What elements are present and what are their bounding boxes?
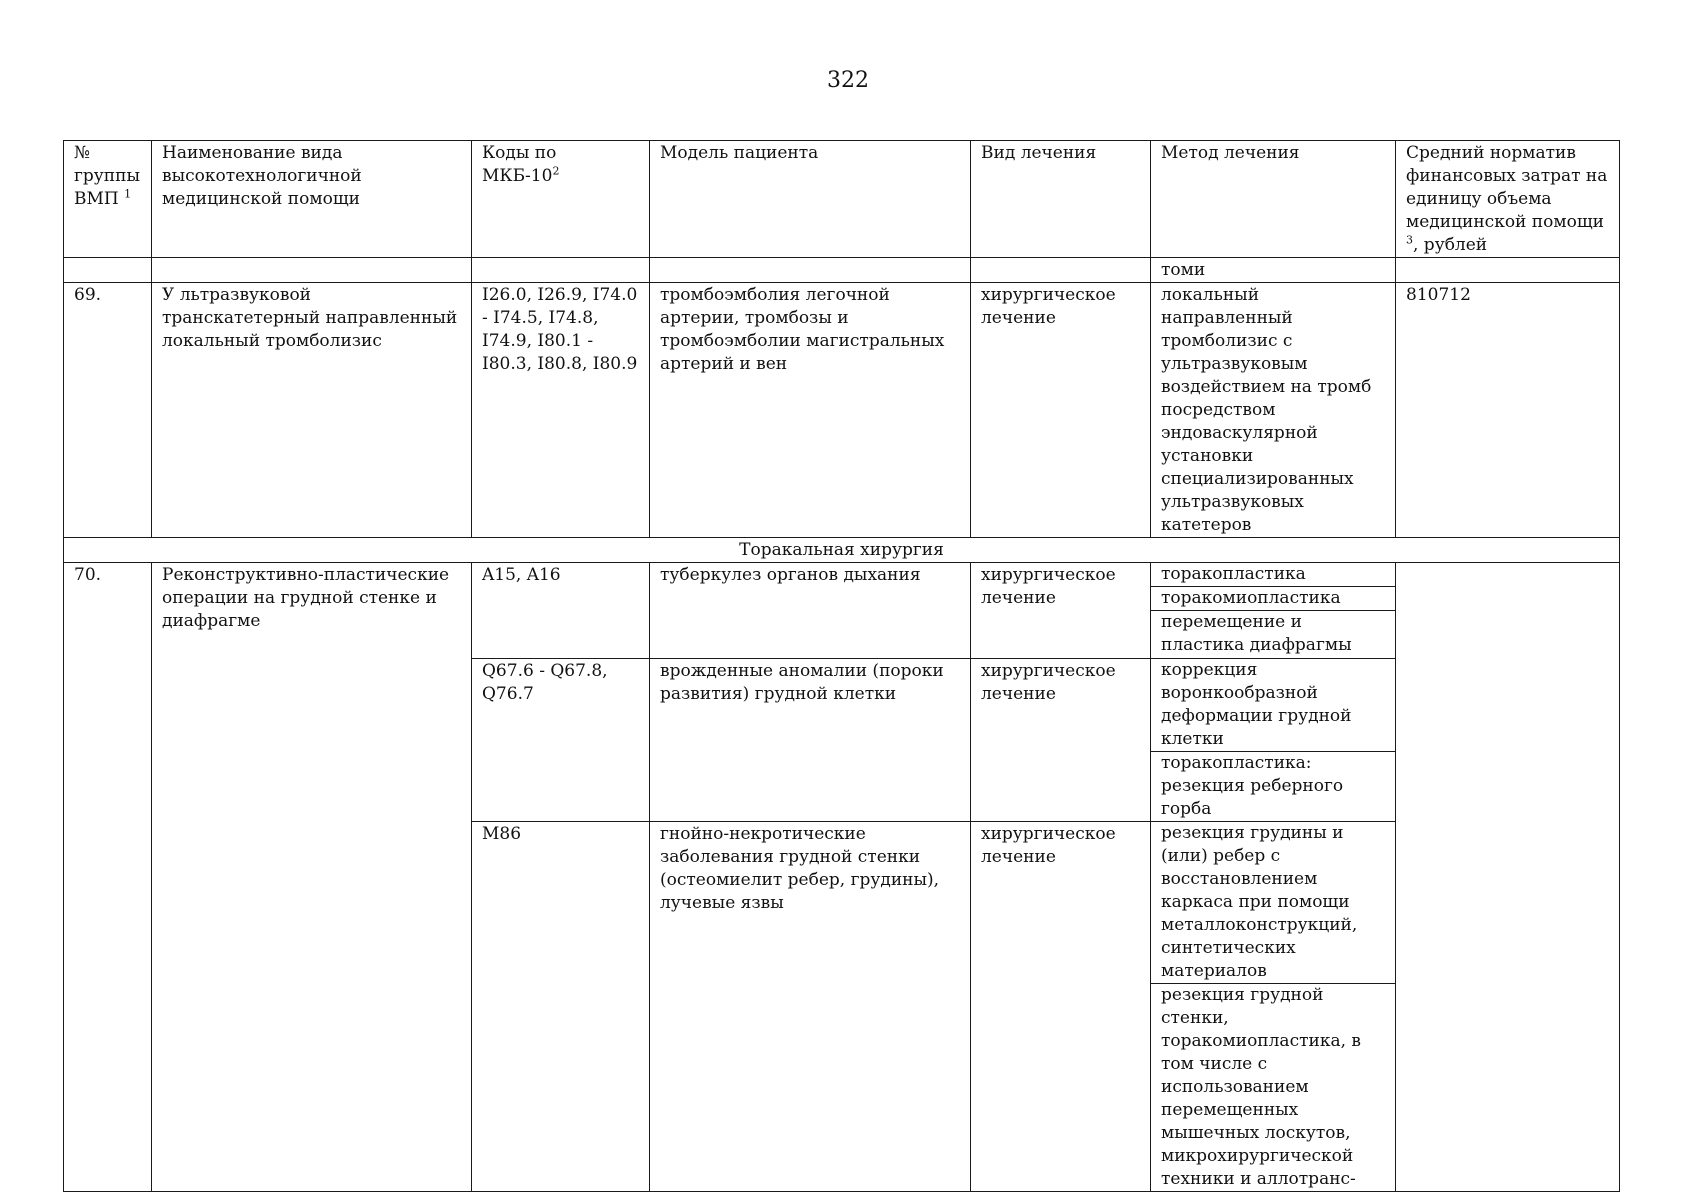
row69-name: У льтразвуковой транскатетерный направленный локальный тромболизис <box>152 283 472 538</box>
page-number: 322 <box>827 68 869 93</box>
method-item: резекция грудной стенки, торакомиопластика, в том числе с использованием перемещенных мышечных лоскутов, микрохирургической техники и аллотранс- <box>1161 985 1361 1189</box>
section-title: Торакальная хирургия <box>64 538 1620 563</box>
row69-treatment-type: хирургическое лечение <box>971 283 1151 538</box>
row69-no: 69. <box>64 283 152 538</box>
continuation-method: томи <box>1151 258 1396 283</box>
header-treatment-type: Вид лечения <box>971 141 1151 258</box>
table-row-70-a <box>64 563 1620 659</box>
method-item: коррекция воронкообразной деформации грудной клетки <box>1151 659 1395 752</box>
row70-treatment-type-3: хирургическое лечение <box>971 822 1151 1192</box>
row70-icd-2: Q67.6 - Q67.8, Q76.7 <box>472 659 650 822</box>
header-name: Наименование вида высокотехнологичной медицинской помощи <box>152 141 472 258</box>
header-icd: Коды по МКБ-$10^2$ <box>472 141 650 258</box>
row70-patient-model-2: врожденные аномалии (пороки развития) грудной клетки <box>650 659 971 822</box>
method-item: торакопластика <box>1151 563 1395 587</box>
row70-methods-1 <box>1151 563 1396 659</box>
header-group-no: № группы ВМП $^1$ <box>64 141 152 258</box>
row69-patient-model: тромбоэмболия легочной артерии, тромбозы и тромбоэмболии магистральных артерий и вен <box>650 283 971 538</box>
header-cost: Средний норматив финансовых затрат на единицу объема медицинской помощи $^3$, рублей <box>1396 141 1620 258</box>
row70-treatment-type-1: хирургическое лечение <box>971 563 1151 659</box>
row70-patient-model-1: туберкулез органов дыхания <box>650 563 971 659</box>
row70-methods-3 <box>1151 822 1396 1192</box>
vmp-table <box>63 140 1620 1192</box>
method-item: торакомиопластика <box>1151 587 1395 611</box>
method-item: резекция грудины и (или) ребер с восстановлением каркаса при помощи металлоконструкций, синтетических материалов <box>1151 822 1395 984</box>
row70-methods-2 <box>1151 659 1396 822</box>
row70-icd-3: M86 <box>472 822 650 1192</box>
continuation-row <box>64 258 1620 283</box>
section-row <box>64 538 1620 563</box>
row70-no: 70. <box>64 563 152 1192</box>
row70-icd-1: A15, A16 <box>472 563 650 659</box>
table-row-69 <box>64 283 1620 538</box>
row70-name: Реконструктивно-пластические операции на грудной стенке и диафрагме <box>152 563 472 1192</box>
row70-treatment-type-2: хирургическое лечение <box>971 659 1151 822</box>
method-item: торакопластика: резекция реберного горба <box>1161 753 1344 819</box>
header-row <box>64 141 1620 258</box>
row70-cost <box>1396 563 1620 1192</box>
header-patient-model: Модель пациента <box>650 141 971 258</box>
row69-method: локальный направленный тромболизис с ультразвуковым воздействием на тромб посредством эндоваскулярной установки специализированных ультразвуковых катетеров <box>1151 283 1396 538</box>
method-item: перемещение и пластика диафрагмы <box>1161 612 1352 655</box>
row70-patient-model-3: гнойно-некротические заболевания грудной стенки (остеомиелит ребер, грудины), лучевые язвы <box>650 822 971 1192</box>
row69-cost: 810712 <box>1396 283 1620 538</box>
row69-icd: I26.0, I26.9, I74.0 - I74.5, I74.8, I74.9, I80.1 - I80.3, I80.8, I80.9 <box>472 283 650 538</box>
header-treatment-method: Метод лечения <box>1151 141 1396 258</box>
